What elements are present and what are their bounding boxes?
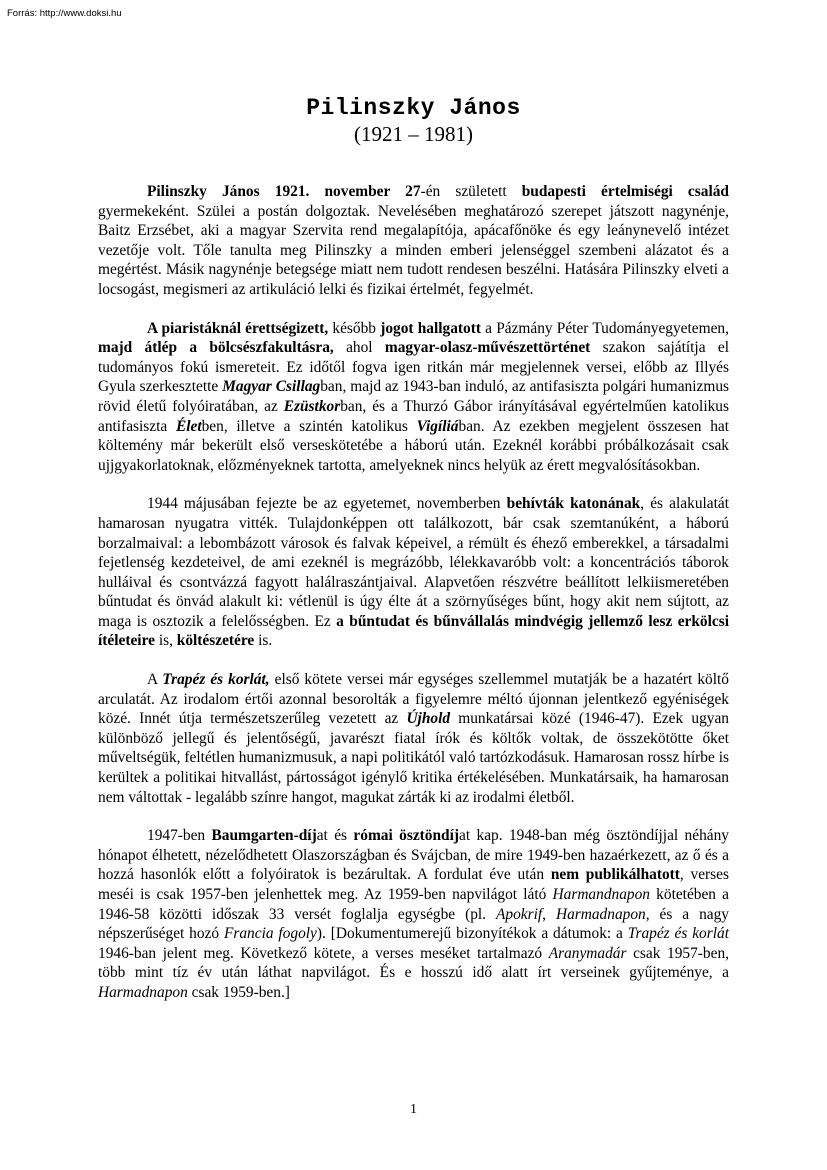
text-run: Vigíliá — [416, 417, 459, 435]
text-run: Magyar Csillag — [222, 378, 321, 396]
text-run: Apokrif — [495, 905, 543, 923]
text-run: Újhold — [406, 710, 451, 728]
life-years: (1921 – 1981) — [354, 122, 473, 146]
text-run: nem publikálhatott — [550, 866, 680, 884]
text-run: A piaristáknál érettségizett, — [147, 319, 329, 337]
paragraph-1: Pilinszky János 1921. november 27-én született budapesti értelmiségi család gyermekeként. Szülei a postán dolgoztak. Nevelésében meghatározó szerepet játszott nagynénje, Baitz Erzsébet, aki a magyar Szervita rend megalapítója, apácafőnöke és egy leánynevelő intézet vezetője volt. Tőle tanulta meg Pilinszky a minden emberi jelenséggel szembeni alázatot és a megértést. Másik nagynénje betegsége miatt nem tudott rendesen beszélni. Hatására Pilinszky elveti a locsogást, megismeri az artikuláció lelki és fizikai értelmét, fegyelmét. — [98, 183, 729, 298]
text-run: Pilinszky János 1921. november 27 — [147, 183, 421, 200]
text-run: a bűntudat és bűnvállalás mindvégig jellemző lesz erkölcsi ítéleteire — [98, 612, 729, 650]
paragraph-4: A Trapéz és korlát, első kötete versei már egységes szellemmel mutatják be a hazatért költő arculatát. Az irodalom értői azonnal besorolták a figyelemre méltó újonnan jelentkező egyéniségek közé. Innét útja természetszerűleg vezetett az Újhold munkatársai közé (1946-47). Ezek ugyan különböző jellegű és jelentőségű, javarészt fiatal írók és költők voltak, de összekötötte őket műveltségük, feltétlen humanizmusuk, a napi politikától való tartózkodásuk. Hamarosan rossz hírbe is kerültek a politikai hitvallást, pártosságot igénylő kritika értékelésében. Munkatársaik, ha hamarosan nem váltottak - legalább színre hangot, magukat zárták ki az irodalmi életből. — [98, 671, 729, 806]
text-run: Trapéz és korlát, — [162, 671, 270, 689]
paragraph-3: 1944 májusában fejezte be az egyetemet, novemberben behívták katonának, és alakulatát hamarosan nyugatra vitték. Tulajdonképpen ott találkozott, bár csak szemtanúként, a háború borzalmaival: a lebombázott városok és falvak képeivel, a rémült és éhező emberekkel, a társadalmi fejetlenség kezdeteivel, de ami ezeknél is megrázóbb, lélekkavaróbb volt: a koncentrációs táborok hulláival és csontvázzá fagyott halálraszántjaival. Alapvetően részvétre beállított lelkiismeretében bűntudat és önvád alakult ki: vétlenül is úgy élte át a szörnyűséges bűnt, hogy akit nem sújtott, az maga is osztozik a felelősségben. Ez a bűntudat és bűnvállalás mindvégig jellemző lesz erkölcsi ítéleteire is, költészetére is. — [98, 495, 730, 650]
paragraph-2: A piaristáknál érettségizett, később jogot hallgatott a Pázmány Péter Tudományegyetemen, majd átlép a bölcsészfakultásra, ahol magyar-olasz-művészettörténet szakon sajátítja el tudományos fokú ismereteit. Ez időtől fogva igen ritkán már megjelennek versei, előbb az Illyés Gyula szerkesztette Magyar Csillagban, majd az 1943-ban induló, az antifasiszta polgári humanizmus rövid életű folyóiratában, az Ezüstkorban, és a Thurzó Gábor irányításával egyértelműen katolikus antifasiszta Életben, illetve a szintén katolikus Vigíliában. Az ezekben megjelent összesen hat költemény már bekerült első verseskötetébe a háború után. Ezeknél korábbi próbálkozásait csak ujjgyakorlatoknak, előzményeknek tartotta, amelyeknek nincs helyük az érett megvalósításokban. — [98, 319, 730, 474]
text-run: jogot hallgatott — [380, 319, 481, 337]
text-run: Élet — [175, 417, 202, 435]
text-run: költészetére — [176, 632, 255, 650]
text-run: Aranymadár — [548, 944, 627, 962]
text-run: Harmandnapon — [552, 886, 650, 903]
text-run: Harmadnapon — [555, 905, 646, 923]
text-run: Francia fogoly — [223, 925, 317, 943]
document-body — [98, 182, 729, 1022]
document-title: Pilinszky János — [306, 95, 521, 121]
text-run: Trapéz és korlát — [627, 925, 729, 943]
text-run: budapesti értelmiségi család — [521, 183, 729, 200]
text-run: római ösztöndíj — [353, 827, 459, 845]
text-run: Ezüstkor — [283, 397, 341, 415]
text-run: magyar-olasz-művészettörténet — [384, 339, 591, 357]
text-run: Baumgarten-díj — [211, 827, 317, 845]
page-number: 1 — [410, 1102, 417, 1117]
source-url: Forrás: http://www.doksi.hu — [7, 8, 122, 19]
text-run: majd átlép a bölcsészfakultásra, — [98, 339, 334, 357]
paragraph-5: 1947-ben Baumgarten-díjat és római ösztöndíjat kap. 1948-ban még ösztöndíjjal néhány hónapot élhetett, nézelődhetett Olaszországban és Svájcban, de mire 1949-ben hazaérkezett, az ő és a hozzá hasonlók előtt a folyóiratok is bezárultak. A fordulat éve után nem publikálhatott, verses meséi is csak 1957-ben jelenhettek meg. Az 1959-ben napvilágot látó Harmandnapon kötetében a 1946-58 közötti időszak 33 versét foglalja egységbe (pl. Apokrif, Harmadnapon, és a nagy népszerűséget hozó Francia fogoly). [Dokumentumerejű bizonyítékok a dátumok: a Trapéz és korlát 1946-ban jelent meg. Következő kötete, a verses meséket tartalmazó Aranymadár csak 1957-ben, több mint tíz év után láthat napvilágot. És e hosszú idő alatt írt verseinek gyűjteménye, a Harmadnapon csak 1959-ben.] — [98, 827, 730, 1001]
text-run: behívták katonának — [506, 495, 641, 513]
text-run: Harmadnapon — [98, 983, 188, 1001]
